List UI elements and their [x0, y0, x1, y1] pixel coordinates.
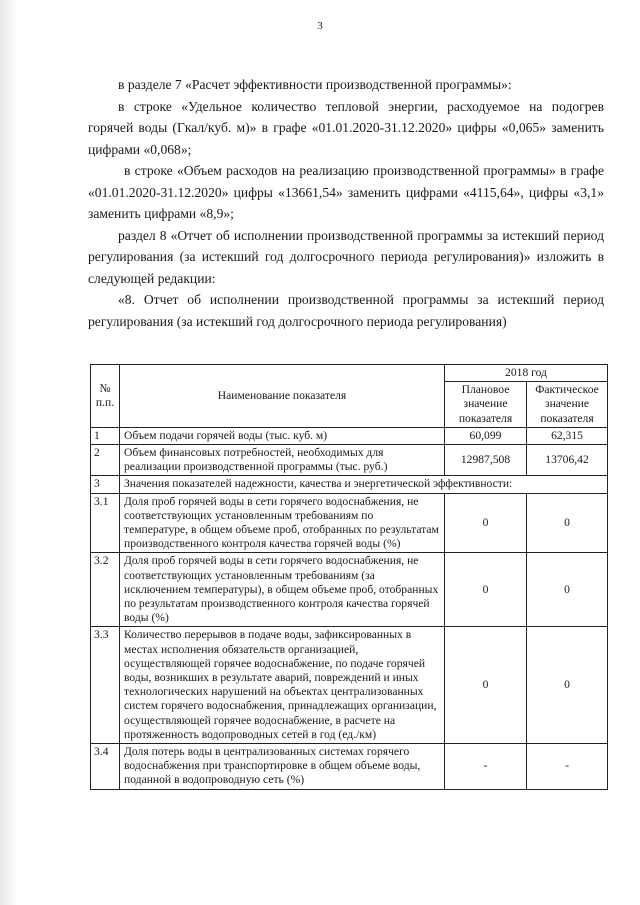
row-fact: 62,315: [527, 427, 608, 444]
report-table: [90, 364, 608, 790]
row-name: Доля проб горячей воды в сети горячего водоснабжения, не соответствующих установленным требованиям (за исключением температуры), в общем объеме проб, отобранных по результатам производственного контроля качества горячей воды (%): [120, 553, 445, 627]
paragraph-3: в строке «Объем расходов на реализацию производственной программы» в графе «01.01.2020-31.12.2020» цифры «13661,54» заменить цифрами «4115,64», цифры «3,1» заменить цифрами «8,9»;: [88, 163, 604, 221]
row-fact: 13706,42: [527, 445, 608, 476]
header-name: Наименование показателя: [120, 365, 445, 428]
row-name: Значения показателей надежности, качества и энергетической эффективности:: [120, 476, 608, 493]
row-name: Объем финансовых потребностей, необходимых для реализации производственной программы (тыс. руб.): [120, 445, 445, 476]
row-num: 3.2: [91, 553, 120, 627]
row-name: Доля проб горячей воды в сети горячего водоснабжения, не соответствующих установленным требованиям по температуре, в общем объеме проб, отобранных по результатам производственного контроля качества горячей воды (%): [120, 493, 445, 553]
table-row: [91, 427, 608, 444]
table-row: [91, 445, 608, 476]
header-num: № п.п.: [91, 365, 120, 428]
table-header-row: [91, 365, 608, 382]
row-name: Доля потерь воды в централизованных системах горячего водоснабжения при транспортировке в общем объеме воды, поданной в водопроводную сеть (%): [120, 744, 445, 790]
row-num: 3.1: [91, 493, 120, 553]
row-plan: 0: [445, 493, 527, 553]
page-number: 3: [317, 20, 323, 32]
row-fact: 0: [527, 553, 608, 627]
header-fact: Фактическое значение показателя: [527, 382, 608, 428]
row-plan: -: [445, 744, 527, 790]
row-plan: 60,099: [445, 427, 527, 444]
paragraph-2: в строке «Удельное количество тепловой энергии, расходуемое на подогрев горячей воды (Гкал/куб. м)» в графе «01.01.2020-31.12.2020» цифры «0,065» заменить цифрами «0,068»;: [88, 98, 604, 157]
paragraph-4: раздел 8 «Отчет об исполнении производственной программы за истекший период регулирования (за истекший год долгосрочного периода регулирования)» изложить в следующей редакции:: [88, 227, 604, 286]
table-row: [91, 744, 608, 790]
header-plan: Плановое значение показателя: [445, 382, 527, 428]
row-num: 3.3: [91, 627, 120, 744]
header-year: 2018 год: [445, 365, 608, 382]
table-row: [91, 476, 608, 493]
row-plan: 12987,508: [445, 445, 527, 476]
paragraph-5: «8. Отчет об исполнении производственной программы за истекший период регулирования (за истекший год долгосрочного периода регулирования): [88, 292, 604, 329]
table-row: [91, 627, 608, 744]
scan-edge-shadow: [0, 0, 18, 905]
row-plan: 0: [445, 627, 527, 744]
table-row: [91, 493, 608, 553]
table-row: [91, 553, 608, 627]
row-fact: -: [527, 744, 608, 790]
row-num: 2: [91, 445, 120, 476]
row-plan: 0: [445, 553, 527, 627]
row-name: Объем подачи горячей воды (тыс. куб. м): [120, 427, 445, 444]
row-fact: 0: [527, 493, 608, 553]
row-num: 1: [91, 427, 120, 444]
body-text: [88, 74, 604, 332]
row-name: Количество перерывов в подаче воды, зафиксированных в местах исполнения обязательств организацией, осуществляющей горячее водоснабжение, по подаче горячей воды, возникших в результате аварий, повреждений и иных технологических нарушений на объектах централизованных систем горячего водоснабжения, принадлежащих организации, осуществляющей горячее водоснабжение, в расчете на протяженность водопроводных сетей в год (ед./км): [120, 627, 445, 744]
row-num: 3.4: [91, 744, 120, 790]
row-fact: 0: [527, 627, 608, 744]
paragraph-1: в разделе 7 «Расчет эффективности производственной программы»:: [118, 77, 512, 92]
row-num: 3: [91, 476, 120, 493]
